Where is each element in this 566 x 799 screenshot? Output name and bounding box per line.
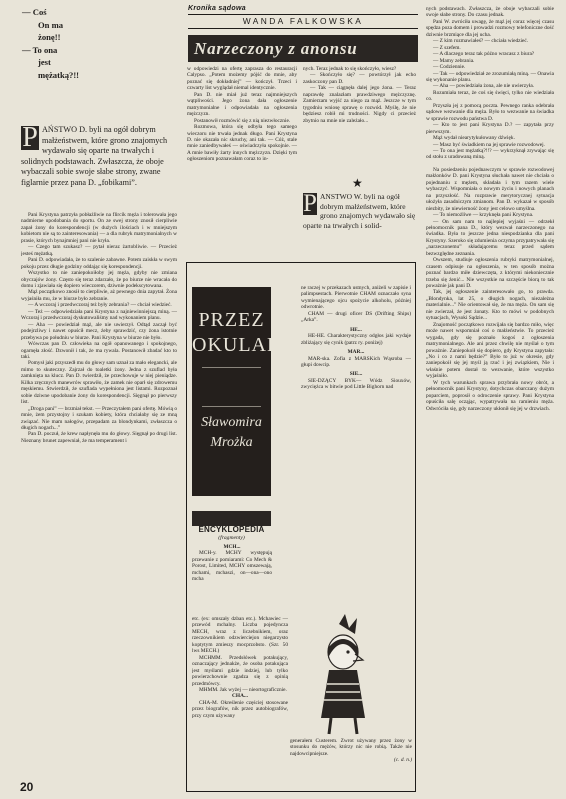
paragraph: Mąż wydał niearytykułowany dźwięk. (433, 135, 515, 142)
entry: ne raczej w przekazach ustnych, aniżeli w zapisie i palimpsestach. Pierwotnie CHAM oznaczało syna wymienającego ojcu spożycie alkoholu, później odwrotnie. (301, 285, 411, 311)
paragraph: Pani D. odpowiadała, że to szalenie zabawne. Potem zaiskła w swym pokoju przez długie godziny oddając się korespondencji. (21, 257, 177, 270)
intro-line: mężatką?!! (38, 69, 80, 80)
paragraph: Wszystko to nie zaniepokoiłoby jej męża, gdyby nie zmiana obyczajów żony. Często się teraz zdarzało, że po biurze nie wracała do domu i zjawiała się dopiero wieczorem, dziwnie podekscytowana. (21, 270, 177, 289)
section-star: ★ (352, 176, 363, 190)
lead-text: AŃSTWO D. byli na ogół dobrym małżeństwem, które grono znajomych wydawało się oparte na trwałych i solidnych podstawach. Zwłaszcza, że oboje wybaczali sobie swoje słabe strony, zwane figlarnie przez pana D. „fobikami”. (21, 125, 168, 187)
paragraph: — Kto to jest pani Krystyna D.? — zapytała przy pierwszym. (426, 122, 554, 135)
paragraph: — Codziennie. (433, 64, 466, 71)
paragraph: „Droga pani” — brzmiał tekst. — Przeczytałem pani ofertę. Mówią o mnie, żem przystojny i szukam kobiety, która chciałaby się ze mną związać. Nie mam nałogów, przepadam za blondynkami, zwłaszcza o długich nogach...” (21, 405, 177, 431)
entry-heading: MCH... (223, 544, 241, 550)
paragraph: Wówczas pan D. człowieka na ogół opanowanego i spokojnego, ogarnęła złość. Dzwonił i tak, że ma rywala. Postanowił zbadać kto to taki. (21, 341, 177, 360)
entry: SIE-DZĄCY BYK— Wódz Siouxów, zwyciężca w bitwie pod Little Bighorn nad (301, 377, 411, 391)
feather-headdress (339, 614, 357, 634)
box-column-b-bottom (290, 738, 412, 784)
paragraph: Mąż początkowo znosił to cierpliwie, aż pewnego dnia zapytał. Żona wyjaśniła mu, że w biurze było zebranie. (21, 289, 177, 302)
intro-line: jest (38, 57, 51, 68)
paragraph: W tych warunkach sprawa przybrała nowy obrót, a pełnomocnik pani Krystyny, dotychczas obarczany dużym poparciem, poprosił o odroczenie sprawy. Pani Krystyna opuściła salę ocząjąc, wypatrywała na ramieniu męża. Odwróciła się, gdy narzeczony ukłonił się jej w drzwiach. (426, 379, 554, 412)
paragraph: — Aha — powiedział mąż, ale nie uwierzył. Odtąd zaczął być podejrzliwy i nawet opuścił mecz, żeby sprawdzić, czy żona istotnie przebywa po południu w biurze. Pani Krystyna w biurze nie było. (21, 321, 177, 341)
paragraph: Rozumiała teraz, że coś się święci, tylko nie wiedziała co. (426, 89, 554, 103)
column-1 (21, 212, 177, 774)
paragraph: — Z kim rozmawiałeś? — chciała wiedzieć. (433, 38, 529, 45)
signature: (c. d. n.) (394, 757, 412, 764)
entry: generałem Custerem. Zwrot używany przez żony w stosunku do mężów, którzy nic nie robią. Także nie najdowcipniejsze. (290, 738, 412, 757)
paragraph: w odpowiedzi na ofertę zaprasza do restauracji Calypso. „Potem możemy pójść do mnie, aby poznać się dokładniej” — kończył. Trzeci i czwarty list wyglądał niemal identycznie. (187, 66, 297, 92)
paragraph: — Aha — powiedziała żona, ale nie uwierzyła. (433, 83, 535, 90)
entry-heading: MAR... (347, 349, 365, 356)
dropcap-p: P (303, 190, 317, 217)
book-title-1: PRZEZ (198, 309, 265, 331)
paragraph: — Tak — odpowiedział ze zrozumiałą miną. — Onawia się wykonanie planu. (426, 70, 554, 83)
col3-lead (303, 192, 416, 230)
column-2 (187, 66, 297, 256)
intro-line: żonę!! (38, 32, 61, 43)
paragraph: Pomysł jaki przyszedł mu do głowy sam uznał za mało elegancki, ale mimo to skuteczny. Zajrzał do toaletki żony. Jedna z szuflad była zamknięta na klucz. Pan D. twierdził, że przechowuje w niej pieniądze. Kilka zręcznych manewrów sprawiło, że zamek nie oparł się zdrowemu męskiemu. Stwierdził, że szuflada wypełniona jest listami. Rozpoznał sobie dziwne upodobanie żony do korespondencji. Sięgnął po pierwszy list. (21, 360, 177, 406)
book-author-2: Mrożka (210, 435, 253, 450)
paragraph: — Mamy zebrania. (433, 57, 475, 64)
entry-heading: CHA... (232, 693, 248, 700)
chief-illustration (293, 614, 393, 738)
paragraph: Postanowił rozmówić się z nią niezwłocznie. (194, 117, 291, 124)
paragraph: — A wczoraj i przedwczoraj też były zebrania? — chciał wiedzieć. (28, 302, 172, 309)
article-title: Narzeczony z anonsu (188, 35, 418, 62)
paragraph: Pani W. zwróciła uwagę, że mąż jej coraz więcej czasu spędza poza domem i prowadzi rozmowy telefoniczne dość dziwnie brzmiące dla jej ucha. (426, 18, 554, 38)
paragraph: — Też — odpowiedziała pani Krystyna z najniewinniejszą miną. — Wczoraj i przedwczoraj dyskutowaliśmy nad wykonaniem planu. (21, 308, 177, 322)
entry: MHMM. Jak wyżej — nieortograficznie. (199, 686, 287, 693)
column-3 (303, 66, 416, 176)
figure-body (321, 670, 365, 718)
column-4 (426, 6, 554, 790)
entry: HE-HE. Charakterystyczny odgłos jaki wydaje zbliżający się cynik (patrz ry. poniżej) (301, 333, 411, 346)
book-cover (192, 287, 296, 496)
paragraph: Rozmowa, która się odbyła tego samego wieczoru nie trwała jednak długo. Pani Krystyna D. nie okazała nic skruchy, ani tak. — Cóż, stale mnie zaniedbywałeś — oświadczyła spokojnie. — A mnie bawiły żarty innych mężczyzn. Dzięki tym ogłoszeniom poznawałam coraz to in- (187, 124, 297, 163)
encyclopedia-title: ENCYKLOPEDIA (198, 525, 265, 534)
encyclopedia-subtitle: (fragmenty) (218, 535, 245, 541)
paragraph: — To niemożliwe — krzyknęła pani Krystyna. (433, 212, 534, 219)
dropcap-p: P (22, 122, 38, 153)
paragraph: Pan D. nie miał już teraz najmniejszych wątpliwości. Jego żona dała ogłoszenie matrymonialne i odpowiadała na ogłoszenia mężczyzn. (187, 91, 297, 118)
paragraph: — Czego tam szukasz? — pytał nieraz żartobliwie. — Przecież jesteś mężatką. (21, 244, 177, 257)
paragraph: — Masz być świadkiem na jej sprawie rozwodowej. (433, 141, 545, 148)
page-number: 20 (20, 780, 34, 794)
entry: CHA-M. Określenie częściej stosowane przez biografów, nik przez autobiografów, przy czym używany (192, 699, 288, 719)
paragraph: — Z szefem. (433, 44, 461, 51)
rubric-label: Kronika sądowa (188, 5, 246, 12)
box-column-a-top (192, 544, 272, 610)
paragraph: — Skończyło się? — powtórzył jak echo zaskoczony pan D. (303, 72, 416, 85)
cover-rule (202, 367, 261, 407)
paragraph: Na posiedzeniu pojednawczym w sprawie rozwodowej małżonków D. pani Krystyna słuchała nawet nie chciała o pojednaniu z mężem, składała i tym razem wiele wybaczyć. Wspomniała o nowym życiu i nowych planach na przyszłość. Na rozprawie merytorycznej sytuacja ułożyła zasadniczym zmianom. Pan D. wykazał w sposób niezbity, że niewierność żony jest celowo umyślna. (426, 166, 554, 212)
entry: MCH-y. MCHY występują przewanie z pomiarami: Co Mech & Porost, Limited, MCHY omszewają, mchami, mchaszi, on—ona—ono mcha (192, 550, 272, 583)
paragraph: — To ona jest mężatką?!!? — wykrzyknął zrywając się od stołu z uradowaną miną. (426, 147, 554, 161)
paragraph: — On sam nam to najlepiej wyjaśni — odrzekł pełnomocnik pana D., który wezwał narzeczonego na świadka. Była to jeszcze jedna niespodzianka dla pani Krystyny. Szeroko się zdumienia oczyma przypatrywała się „narzeczonemu” składającemu teraz przed sądem bezwzględne zeznania. (426, 218, 554, 257)
figure-legs (329, 718, 357, 734)
entry: CHAM — drugi oficer DS (Drifting Ships) „Arka”. (301, 310, 411, 324)
entry-heading: HE... (350, 326, 362, 333)
entry: etc. (ex: omszały dzban etc.). Mchawiec — przewód mchalny. Liczba pojedyncza MECH, wraz z liczebnikiem, oraz rzeczownikiem odzwierciejon niegarzysto koptytym zmieszy mocprzobsto. (Szr. 50 lws MECH.) (192, 616, 288, 655)
paragraph: Pan D. poczuł, że krew napłynęła mu do głowy. Sięgnął po drugi list. Nieznany brunet zapewniał, że ma temperament i (21, 431, 177, 444)
box-column-b (301, 285, 411, 615)
intro-line: On ma (38, 19, 64, 30)
book-author-1: Sławomira (201, 415, 262, 430)
figure-eye (346, 650, 349, 653)
ink-band (192, 511, 271, 526)
entry-heading: SIE... (349, 371, 363, 378)
paragraph: nych podstawach. Zwłaszcza, że oboje wybaczali sobie swoje słabe strony. Do czasu jednak. (426, 6, 554, 19)
author-name: WANDA FALKOWSKA (188, 14, 418, 29)
col1-lead (21, 122, 177, 189)
paragraph: Owszem, studiuje ogłoszenia rubryki matrymonialnej, czasem odpisuje na ogłoszenia, w ten sposób można poznać bardzo miłe dziewczęta, z którymi niekoniecznie trzeba się żenić... Nie wszystkie na szczęście biorą to tak poważnie jak pani D. (426, 257, 554, 290)
paragraph: Tak, jej ogłoszenie zainteresowało go, to prawda. „Blondynka, lat 25, o długich nogach, niezależna materialnie...” Nie orientował się, że ma męża. On sam się nie zwierzał, że jest żonaty. Kto to mówi w podobnych sytuacjach, Wysoki Sądzie... (426, 289, 554, 322)
paragraph: Znajomość początkowo rozwijała się bardzo miło, więc może nawet wspomniał coś o małżeństwie. To przecież wygada, gdy się poznało kogoś z ogłoszenia matrymonialnego. Ale ani przez chwilę nie myślał o tym poważnie. Zaniepokoił się dopiero, gdy Krystyna zapytała: „No i co z nami będzie?” Było to już w okresie, gdy zaniepokoił się jej myśl ją rzuć i jej związkiem, Nie i właśnie potem dostał to wezwanie, które wszystko wyjaśniło. (426, 321, 554, 380)
paragraph: — A dlaczego teraz tak późno wracasz z biura? (433, 51, 535, 58)
book-title-2: OKULARY (192, 334, 296, 356)
paragraph: Przyszła jej z pomocą poczta. Pewnego ranka odebrała sądowe wezwanie dla męża. Było to wezwanie na świadka w sprawie rozwodu państwa D. (426, 102, 554, 122)
entry: MAR-ska. Zofia z MARSKich Wąsroba — głupi dowcip. (301, 355, 411, 368)
entry: MCHMM. Przedsłówek potakujący, oznaczający jednakże, że osoba potakująca jest myślami gdzie indziej, lub tylko powierzchownie zgadza się z opinią przedmówcy. (192, 654, 288, 687)
paragraph: nych. Teraz jednak to się skończyło, wiesz? (303, 66, 397, 72)
box-column-a-bottom (192, 616, 288, 786)
lead-text: ANSTWO W. byli na ogół dobrym małżeństwem, które grono znajomych wydawało się oparte na trwałych i solid- (303, 192, 416, 230)
intro-line: — To ona (22, 44, 58, 55)
intro-line: — Coś (22, 7, 47, 17)
paragraph: Pani Krystyna patrzyła pobłażliwie na flircik męża i tolerowała jego nadmierne upodobania do sportu. On ze swej strony znosił cierpliwie zapał żony do korespondencji (w dużych ilościach i w mniejszym kobietom nie są to zainteresowania) — a dla rubryk matrymonialnych w prasie, których bynajmniej pani nie kryła. (21, 212, 177, 244)
intro-question (22, 6, 134, 82)
paragraph: — Tak — ciągnęła dalej jego żona. — Teraz naprawdę znalazłam prawdziwego mężczyznę. Zamierzam wyjść za niego za mąż. Jeszcze w tym tygodniu wniosę sprawę o rozwód. Myślę, że nie będziesz robił mi trudności. Nigdy ci przecież zbytnio na mnie nie zależało... (303, 85, 416, 124)
